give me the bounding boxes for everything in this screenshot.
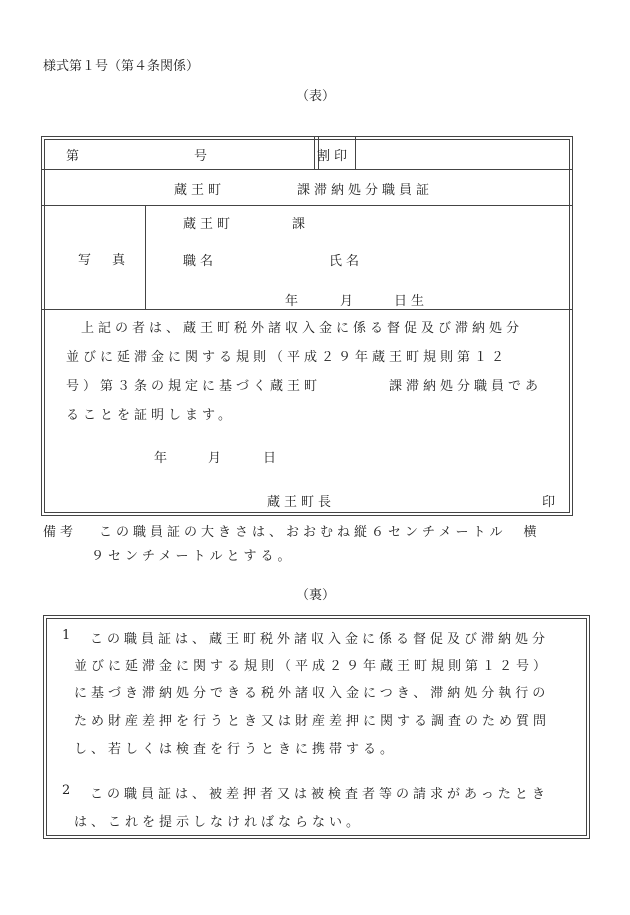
dept-suffix: 課: [292, 217, 306, 232]
cert-line-4: ることを証明します。: [66, 408, 235, 423]
photo-divider: [145, 205, 146, 309]
item-2-line-1: この職員証は、被差押者又は被検査者等の請求があったとき: [90, 787, 549, 802]
form-title: 様式第１号（第４条関係）: [43, 59, 200, 74]
remarks-line-2: ９センチメートルとする。: [91, 549, 295, 564]
birth-day: 日生: [394, 294, 429, 309]
cert-line-3b: 課滞納処分職員であ: [389, 379, 543, 394]
row-divider: [42, 205, 572, 206]
post-label: 職名: [183, 254, 218, 269]
row-divider: [42, 309, 572, 310]
birth-month: 月: [340, 294, 354, 309]
item-2-line-2: は、これを提示しなければならない。: [74, 815, 364, 830]
remarks-label: 備考: [43, 525, 78, 540]
cert-line-3: 号）第３条の規定に基づく蔵王町: [66, 379, 322, 394]
item-1-line-1: この職員証は、蔵王町税外諸収入金に係る督促及び滞納処分: [90, 632, 550, 647]
item-1-number: 1: [62, 628, 71, 643]
item-2-number: 2: [62, 783, 71, 798]
staff-id-card-back: [43, 615, 590, 839]
seal-label: 割印: [317, 149, 352, 164]
issue-year: 年: [154, 451, 168, 466]
back-label: （裏）: [296, 588, 336, 603]
row-divider: [42, 169, 572, 170]
item-1-line-2: 並びに延滞金に関する規則（平成２９年蔵王町規則第１２号）: [74, 659, 551, 674]
item-1-line-5: し、若しくは検査を行うときに携帯する。: [74, 742, 398, 757]
card-title: 課滞納処分職員証: [297, 183, 434, 198]
col-divider: [355, 137, 356, 169]
staff-id-card-front: [41, 136, 573, 516]
item-1-line-3: に基づき滞納処分できる税外諸収入金につき、滞納処分執行の: [74, 686, 550, 701]
stamp-mark: 印: [542, 495, 556, 510]
card-title-town: 蔵王町: [174, 183, 226, 198]
photo-label: 写 真: [78, 253, 130, 268]
cert-line-2: 並びに延滞金に関する規則（平成２９年蔵王町規則第１２: [66, 350, 509, 365]
number-prefix: 第: [66, 149, 80, 164]
issue-month: 月: [208, 451, 222, 466]
remarks-line-1: この職員証の大きさは、おおむね縦６センチメートル 横: [99, 525, 541, 540]
col-divider: [314, 137, 315, 169]
number-suffix: 号: [194, 149, 208, 164]
front-label: （表）: [296, 89, 336, 104]
dept-town: 蔵王町: [183, 217, 235, 232]
issue-day: 日: [263, 451, 277, 466]
item-1-line-4: ため財産差押を行うとき又は財産差押に関する調査のため質問: [74, 714, 551, 729]
issuer-label: 蔵王町長: [267, 495, 336, 510]
birth-year: 年: [285, 294, 299, 309]
name-label: 氏名: [329, 254, 364, 269]
cert-line-1: 上記の者は、蔵王町税外諸収入金に係る督促及び滞納処分: [81, 321, 524, 336]
